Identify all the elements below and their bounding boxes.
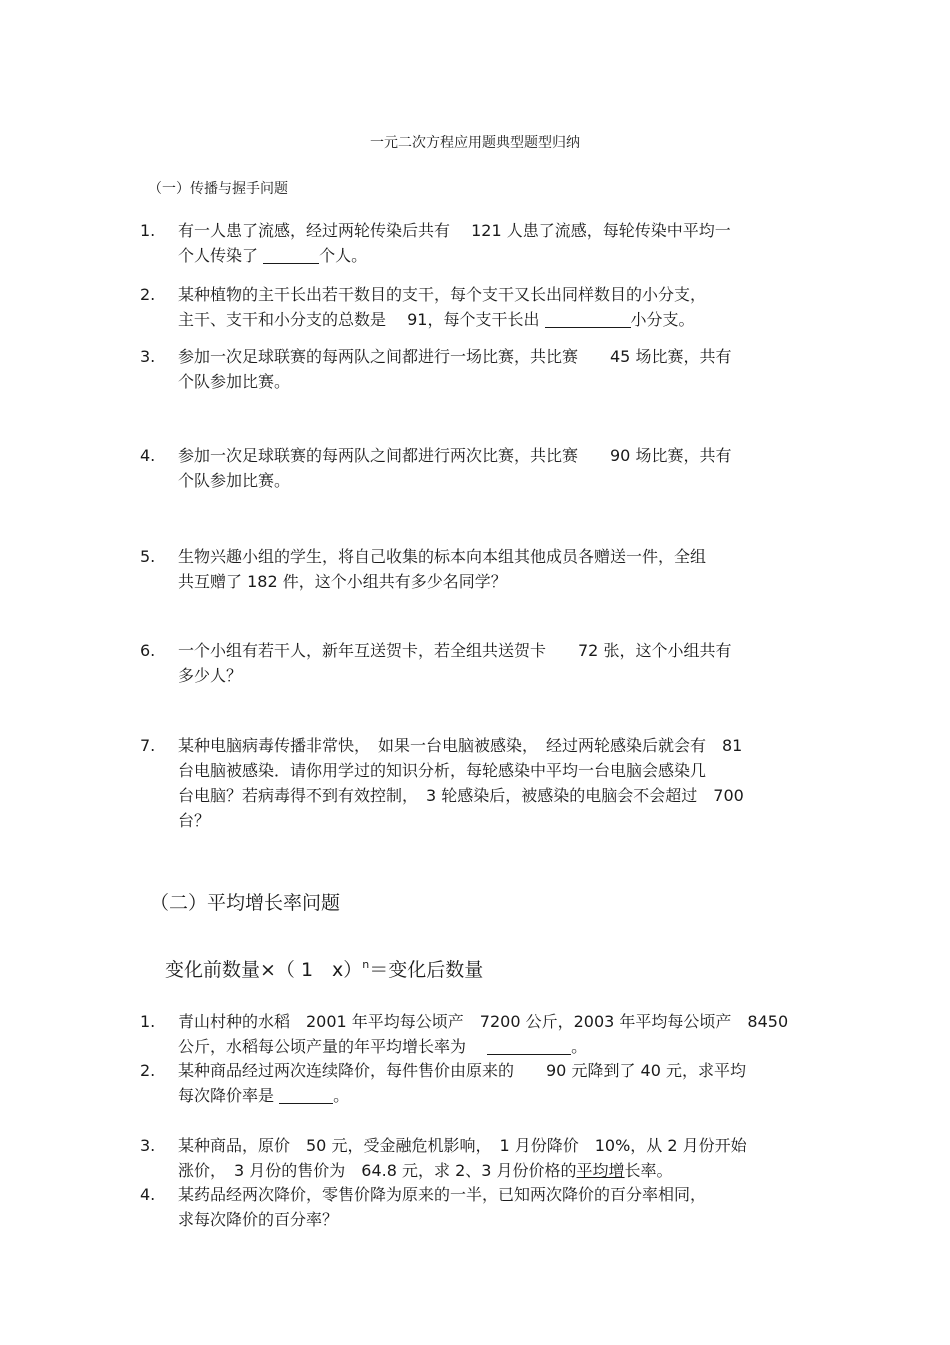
question-text-line2: 每次降价率是 。 [178, 1086, 350, 1105]
question-text-line3: 台电脑？若病毒得不到有效控制， 3 轮感染后，被感染的电脑会不会超过 700 [178, 786, 744, 805]
question-number: 7. [140, 736, 156, 755]
question-text-line2: 个队参加比赛。 [178, 372, 291, 391]
question-1-2 [140, 282, 820, 332]
growth-formula: 变化前数量×（ 1 x）$^n$＝变化后数量 [165, 958, 484, 981]
question-text-line2: 共互赠了 182 件，这个小组共有多少名同学？ [178, 572, 507, 591]
question-number: 1. [140, 221, 156, 240]
question-number: 2. [140, 1061, 156, 1080]
question-1-3 [140, 344, 820, 394]
question-number: 5. [140, 547, 156, 566]
answer-blank [279, 1085, 333, 1104]
document-title: 一元二次方程应用题典型题型归纳 [370, 135, 580, 151]
question-number: 2. [140, 285, 156, 304]
question-text: 某种植物的主干长出若干数目的支干，每个支干又长出同样数目的小分支， [178, 285, 707, 304]
question-number: 4. [140, 1185, 156, 1204]
question-2-2 [140, 1058, 820, 1108]
answer-blank [487, 1036, 571, 1055]
question-text-line2: 公斤，水稻每公顷产量的年平均增长率为 。 [178, 1037, 588, 1056]
question-2-3 [140, 1133, 820, 1183]
answer-blank [263, 245, 319, 264]
question-text: 生物兴趣小组的学生，将自己收集的标本向本组其他成员各赠送一件，全组 [178, 547, 707, 566]
question-text: 参加一次足球联赛的每两队之间都进行两次比赛，共比赛 90 场比赛，共有 [178, 446, 732, 465]
question-text-line2: 主干、支干和小分支的总数是 91，每个支干长出 小分支。 [178, 310, 695, 329]
question-text: 某种商品经过两次连续降价，每件售价由原来的 90 元降到了 40 元，求平均 [178, 1061, 746, 1080]
question-text: 一个小组有若干人，新年互送贺卡，若全组共送贺卡 72 张，这个小组共有 [178, 641, 732, 660]
question-number: 3. [140, 347, 156, 366]
question-text-line4: 台？ [178, 811, 211, 830]
section-heading-1: （一）传播与握手问题 [148, 181, 288, 197]
underlined-text: 平均增 [576, 1161, 625, 1180]
question-text: 某药品经两次降价，零售价降为原来的一半，已知两次降价的百分率相同， [178, 1185, 707, 1204]
question-text-line2: 涨价， 3 月份的售价为 64.8 元，求 2、3 月份价格的平均增长率。 [178, 1161, 673, 1180]
question-text-line2: 求每次降价的百分率？ [178, 1210, 339, 1229]
question-text: 参加一次足球联赛的每两队之间都进行一场比赛，共比赛 45 场比赛，共有 [178, 347, 732, 366]
question-text: 某种商品，原价 50 元，受金融危机影响， 1 月份降价 10%，从 2 月份开始 [178, 1136, 747, 1155]
question-number: 6. [140, 641, 156, 660]
question-2-4 [140, 1182, 820, 1232]
question-text-line2: 台电脑被感染．请你用学过的知识分析，每轮感染中平均一台电脑会感染几 [178, 761, 707, 780]
question-number: 3. [140, 1136, 156, 1155]
question-text: 有一人患了流感，经过两轮传染后共有 121 人患了流感，每轮传染中平均一 [178, 221, 731, 240]
section-heading-2: （二）平均增长率问题 [150, 892, 341, 914]
question-2-1 [140, 1009, 820, 1059]
question-text-line2: 多少人？ [178, 666, 243, 685]
answer-blank [545, 309, 631, 328]
question-1-7 [140, 733, 820, 833]
question-text: 青山村种的水稻 2001 年平均每公顷产 7200 公斤，2003 年平均每公顷产 8450 [178, 1012, 789, 1031]
question-1-4 [140, 443, 820, 493]
question-1-6 [140, 638, 820, 688]
question-number: 4. [140, 446, 156, 465]
question-1-5 [140, 544, 820, 594]
question-text-line2: 个队参加比赛。 [178, 471, 291, 490]
question-1-1 [140, 218, 820, 268]
question-text-line2: 个人传染了 个人。 [178, 246, 368, 265]
question-number: 1. [140, 1012, 156, 1031]
question-text: 某种电脑病毒传播非常快， 如果一台电脑被感染， 经过两轮感染后就会有 81 [178, 736, 743, 755]
